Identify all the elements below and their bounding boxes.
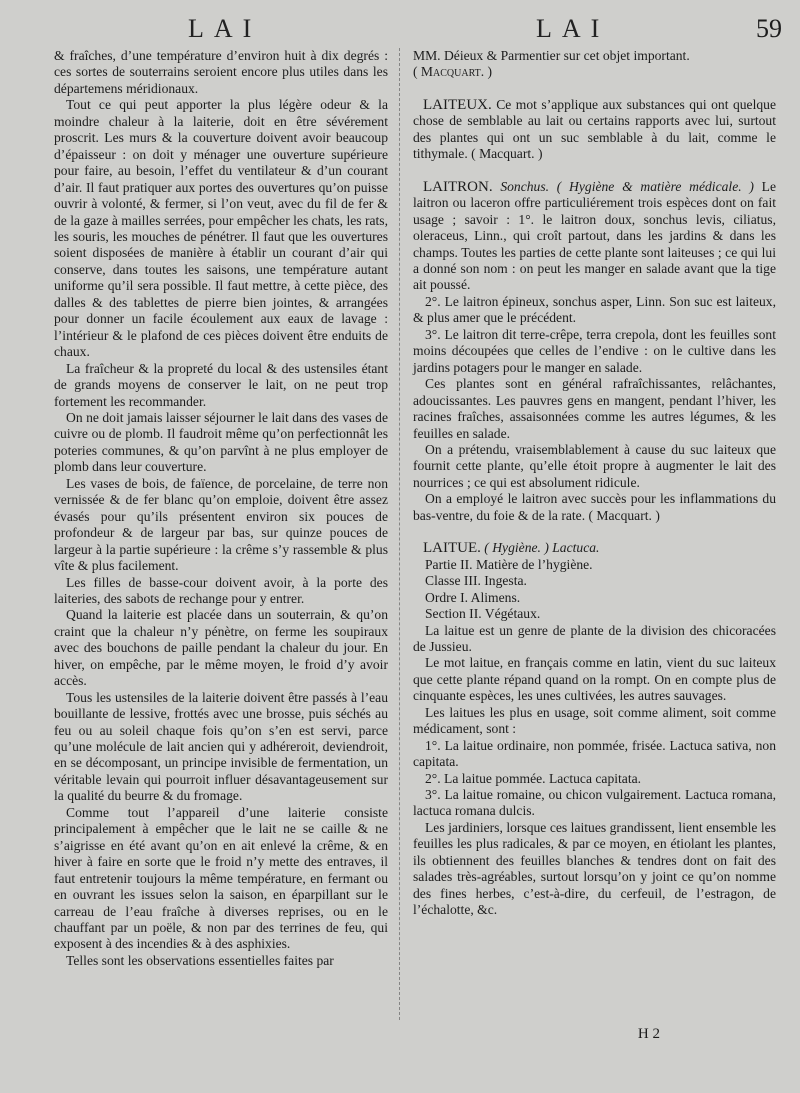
paragraph: On a prétendu, vraisemblablement à cause du suc laiteux que fournit cette plante, qu’elle étoit propre à augmenter le lait des nourrices ; ce qui est absolument ridicule. [413, 441, 776, 490]
entry-body: Le laitron ou laceron offre particuliérement trois espèces dont on fait usage ; savoir : 1°. le laitron doux, sonchus levis, ciliatus, oleraceus, Linn., qui croît partout, dans les jardins & dans les champs. Toutes les parties de cette plante sont laiteuses ; ce qui lui a donné son nom : on peut les manger en salade avant que la tige ait poussé. [413, 178, 776, 293]
paragraph: Telles sont les observations essentielles faites par [66, 952, 334, 968]
paragraph: La laitue est un genre de plante de la division des chicoracées de Jussieu. [413, 622, 776, 654]
continued-text: MM. Déieux & Parmentier sur cet objet important. [413, 48, 690, 63]
entry-laitue [413, 540, 776, 918]
column-divider [399, 48, 400, 1020]
paragraph: 3°. La laitue romaine, ou chicon vulgairement. Lactuca romana, lactuca romana dulcis. [413, 787, 776, 819]
paragraph: On ne doit jamais laisser séjourner le lait dans des vases de cuivre ou de plomb. Il faudroit même qu’on perfectionnât les poteries communes, & qu’on parvînt à ne plus employer de plomb dans leur couverture. [54, 409, 388, 475]
paragraph: Les vases de bois, de faïence, de porcelaine, de terre non vernissée & de fer blanc qu’on emploie, doivent être assez évasés pour qu’ils présentent environ six pouces de profondeur & de largeur par bas, sur quinze pouces de largeur à la partie supérieure : la crême s’y rassemble & plus vîte & plus facilement. [54, 475, 388, 574]
paragraph: 3°. Le laitron dit terre-crêpe, terra crepola, dont les feuilles sont moins découpées que celles de l’endive : on le cultive dans les jardins potagers pour le manger en salade. [413, 326, 776, 375]
headword: LAITUE. [423, 540, 481, 557]
paragraph: Les laitues les plus en usage, soit comme aliment, soit comme médicament, sont : [413, 704, 776, 737]
paragraph: 1°. La laitue ordinaire, non pommée, frisée. Lactuca sativa, non capitata. [413, 737, 776, 770]
classification-line: Section II. Végétaux. [425, 606, 541, 622]
paragraph: & fraîches, d’une température d’environ huit à dix degrés : ces sortes de souterrains seroient encore plus utiles dans les départemens méridionaux. [54, 48, 388, 96]
entry-body: Ce mot s’applique aux substances qui ont quelque chose de semblable au lait ou certains rapports avec lui, surtout des plantes qui ont un suc semblable à du lait, comme le tithymale. ( Macquart. ) [413, 96, 776, 162]
headword: LAITEUX. [423, 96, 492, 113]
entry-category: ( Hygiène & matière médicale. ) [549, 178, 754, 194]
paragraph: On a employé le laitron avec succès pour les inflammations du bas-ventre, du foie & de la rate. ( Macquart. ) [413, 491, 776, 523]
page-number: 59 [756, 14, 782, 43]
paragraph: Quand la laiterie est placée dans un souterrain, & qu’on craint que la chaleur n’y pénètre, on ferme les soupiraux avec des bouchons de paille pendant la chaleur du jour. En hiver, on empêche, par le même moyen, le froid d’y avoir accès. [54, 607, 388, 689]
paragraph: 2°. La laitue pommée. Lactuca capitata. [425, 770, 642, 786]
paragraph: Le mot laitue, en français comme en latin, vient du suc laiteux que cette plante répand quand on la rompt. On en compte plus de cinquante espèces, les unes cultivées, les autres sauvages. [413, 655, 776, 704]
headword: LAITRON. [423, 178, 493, 195]
paragraph: Tous les ustensiles de la laiterie doivent être passés à l’eau bouillante de lessive, frottés avec une brosse, puis séchés au feu ou au soleil chaque fois qu’on s’en est servi, parce qu’une molécule de lait ancien qui y adhéreroit, deviendroit, en se décomposant, un principe invisible de fermentation, un véritable levain qui pourroit influer désavantageusement sur la qualité du beurre & du fromage. [54, 689, 388, 804]
paragraph: La fraîcheur & la propreté du local & des ustensiles étant de grands moyens de conserver le lait, on ne peut trop fortement les recommander. [54, 360, 388, 409]
classification-line: Partie II. Matière de l’hygiène. [425, 556, 593, 572]
entry-laitron [413, 179, 776, 525]
paragraph: Ces plantes sont en général rafraîchissantes, relâchantes, adoucissantes. Les pauvres gens en mangent, pendant l’hiver, les racines fraîches, assaisonnées comme les autres légumes, & les feuilles en salade. [413, 376, 776, 441]
paragraph: Tout ce qui peut apporter la plus légère odeur & la moindre chaleur à la laiterie, doit en être sévérement proscrit. Les murs & la couverture doivent avoir beaucoup d’épaisseur : on doit y ménager une ouverture supérieure pour faire, au besoin, l’effet du ventilateur & d’un courant d’air. Il faut pratiquer aux portes des ouvertures qu’on puisse ouvrir à volonté, & fermer, si l’on veut, avec du fil de fer & de la gaze à mailles serrées, pour empêcher les chats, les rats, les souris, les mouches de pénétrer. Il faut que les ouvertures soient disposées de manière à établir un courant d’air qui conserve, dans toutes les saisons, une température autant uniforme qu’il sera possible. Il faut mettre, à cette pièce, des dalles & des tablettes de pierre bien jointes, & arrangées pour donner un facile écoulement aux eaux de lavage : l’intérieur & le plafond de ces pièces doivent être enduits de chaux. [54, 97, 388, 360]
author-credit: ( Macquart. ) [413, 64, 493, 80]
left-column [54, 48, 388, 969]
paragraph: Comme tout l’appareil d’une laiterie consiste principalement à empêcher que le lait ne se caille & ne s’aigrisse en été avant qu’on en ait enlevé la crême, & en hiver à faire en sorte que le froid n’y mette des entraves, il faut entretenir toujours la même température, en fermant ou en ouvrant les issues selon la saison, en éparpillant sur le carreau de l’eau fraîche à diverses reprises, ou en le chauffant par un poële, & non par des terrines de feu, qui exposent à des incendies & à des asphixies. [54, 804, 388, 952]
right-column [413, 48, 776, 919]
classification-line: Classe III. Ingesta. [425, 573, 527, 589]
latin-name: Sonchus. [492, 178, 550, 194]
paragraph: Les filles de basse-cour doivent avoir, à la porte des laiteries, des sabots de rechange pour y entrer. [54, 574, 388, 606]
signature-mark: H 2 [637, 1026, 660, 1042]
entry-category: ( Hygiène. ) Lactuca. [480, 540, 600, 556]
paragraph: Les jardiniers, lorsque ces laitues grandissent, lient ensemble les feuilles les plus radicales, & par ce moyen, en étiolant les plantes, ils obtiennent des feuilles blanches & tendres dont on fait des salades très-agréables, surtout lorsqu’on y joint ce qu’on nomme des fines herbes, c’est-à-dire, du cerfeuil, de l’estragon, de l’échalotte, &c. [413, 819, 776, 918]
paragraph: 2°. Le laitron épineux, sonchus asper, Linn. Son suc est laiteux, & plus amer que le précédent. [413, 293, 776, 326]
running-head-left: LAI [188, 14, 262, 43]
classification-line: Ordre I. Alimens. [425, 589, 521, 605]
running-head-right: LAI [536, 14, 610, 43]
entry-laiteux [413, 97, 776, 163]
